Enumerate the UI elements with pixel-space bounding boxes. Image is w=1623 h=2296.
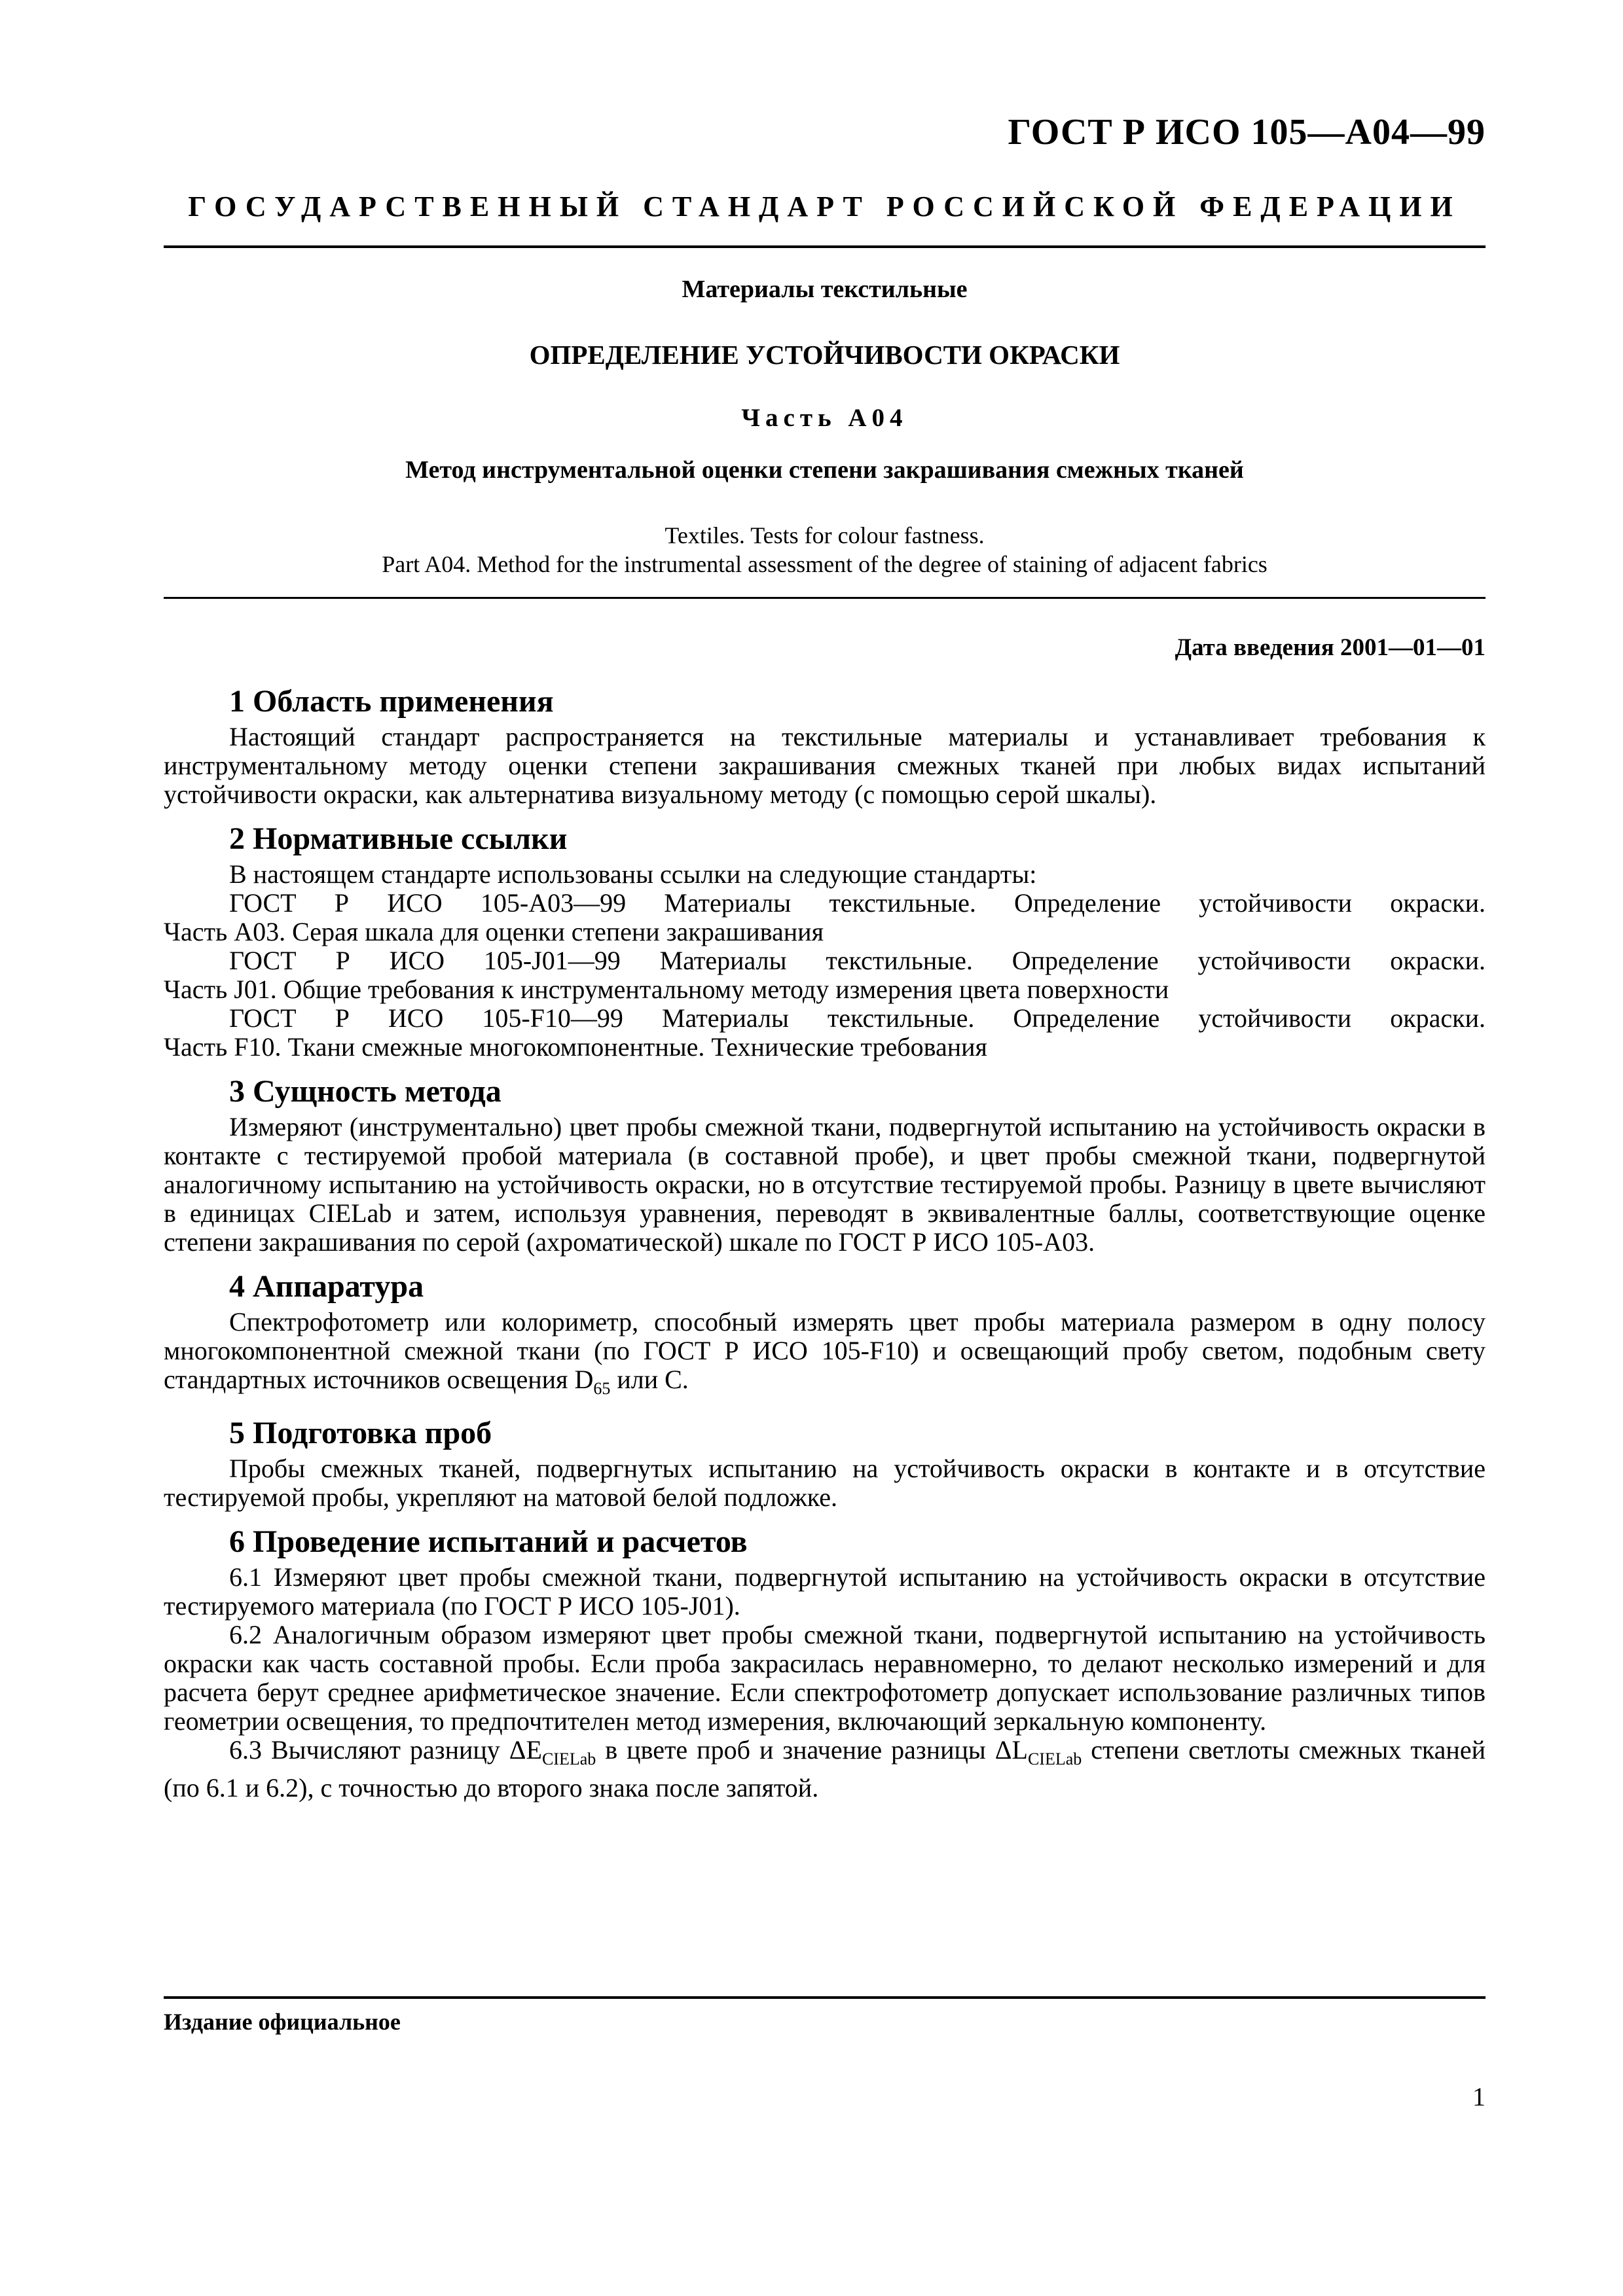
title-rule bbox=[164, 597, 1486, 599]
section-2-intro: В настоящем стандарте использованы ссылки на следующие стандарты: bbox=[229, 859, 1037, 889]
title-english-line1: Textiles. Tests for colour fastness. bbox=[665, 522, 985, 548]
title-english bbox=[164, 521, 1486, 579]
title-method: Метод инструментальной оценки степени закрашивания смежных тканей bbox=[405, 456, 1244, 484]
delta-e-subscript: CIELab bbox=[541, 1749, 596, 1768]
section-3-title: 3 Сущность метода bbox=[229, 1074, 501, 1109]
reference-1-line2: Часть А03. Серая шкала для оценки степени закрашивания bbox=[164, 917, 824, 946]
gost-code: ГОСТ Р ИСО 105—А04—99 bbox=[1008, 112, 1486, 152]
header-rule bbox=[164, 245, 1486, 248]
clause-6-3 bbox=[164, 1736, 1486, 1803]
introduction-date: Дата введения 2001—01—01 bbox=[1175, 634, 1486, 661]
reference-2-line1: ГОСТ Р ИСО 105-J01—99 Материалы текстильные. Определение устойчивости окраски. bbox=[229, 946, 1486, 975]
clause-6-3-part-c: степени светлоты смежных тканей (по 6.1 и 6.2), с точностью до второго знака после запятой. bbox=[164, 1735, 1486, 1803]
section-3-text: Измеряют (инструментально) цвет пробы смежной ткани, подвергнутой испытанию на устойчивость окраски в контакте с тестируемой пробой материала (в составной пробе), и цвет пробы смежной ткани, подвергнутой аналогичному испытанию на устойчивость окраски, но в отсутствие тестируемой пробы. Разницу в цвете вычисляют в единицах CIELab и затем, используя уравнения, переводят в эквивалентные баллы, соответствующие оценке степени закрашивания по серой (ахроматической) шкале по ГОСТ Р ИСО 105-А03. bbox=[164, 1112, 1486, 1257]
title-part: Часть А04 bbox=[741, 404, 908, 432]
clause-6-2: 6.2 Аналогичным образом измеряют цвет пробы смежной ткани, подвергнутой испытанию на устойчивость окраски как часть составной пробы. Если проба закрасилась неравномерно, то делают несколько измерений и для расчета берут среднее арифметическое значение. Если спектрофотометр допускает использование различных типов геометрии освещения, то предпочтителен метод измерения, включающий зеркальную компоненту. bbox=[164, 1620, 1486, 1736]
title-main: ОПРЕДЕЛЕНИЕ УСТОЙЧИВОСТИ ОКРАСКИ bbox=[529, 340, 1120, 370]
edition-label: Издание официальное bbox=[164, 2009, 401, 2035]
reference-1-line1: ГОСТ Р ИСО 105-А03—99 Материалы текстильные. Определение устойчивости окраски. bbox=[229, 888, 1486, 918]
section-4-title: 4 Аппаратура bbox=[229, 1269, 424, 1304]
clause-6-1: 6.1 Измеряют цвет пробы смежной ткани, подвергнутой испытанию на устойчивость окраски в отсутствие тестируемого материала (по ГОСТ Р ИСО 105-J01). bbox=[164, 1562, 1486, 1621]
section-4-text bbox=[164, 1308, 1486, 1403]
reference-2-line2: Часть J01. Общие требования к инструментальному методу измерения цвета поверхности bbox=[164, 975, 1169, 1004]
illuminant-subscript: 65 bbox=[593, 1379, 611, 1398]
section-1-text: Настоящий стандарт распространяется на текстильные материалы и устанавливает требования к инструментальному методу оценки степени закрашивания смежных тканей при любых видах испытаний устойчивости окраски, как альтернатива визуальному методу (с помощью серой шкалы). bbox=[164, 722, 1486, 809]
section-6-title: 6 Проведение испытаний и расчетов bbox=[229, 1524, 748, 1559]
section-5-title: 5 Подготовка проб bbox=[229, 1416, 492, 1450]
page-number: 1 bbox=[1472, 2082, 1486, 2111]
clause-6-3-part-b: в цвете проб и значение разницы ΔL bbox=[596, 1735, 1028, 1765]
section-1-title: 1 Область применения bbox=[229, 684, 554, 719]
section-5-text: Пробы смежных тканей, подвергнутых испытанию на устойчивость окраски в контакте и в отсутствие тестируемой пробы, укрепляют на матовой белой подложке. bbox=[164, 1454, 1486, 1512]
footer-rule bbox=[164, 1996, 1486, 1999]
reference-3-line1: ГОСТ Р ИСО 105-F10—99 Материалы текстильные. Определение устойчивости окраски. bbox=[229, 1003, 1486, 1033]
state-standard-heading: ГОСУДАРСТВЕННЫЙ СТАНДАРТ РОССИЙСКОЙ ФЕДЕРАЦИИ bbox=[188, 190, 1461, 223]
title-english-line2: Part A04. Method for the instrumental assessment of the degree of staining of adjacent fabrics bbox=[382, 551, 1267, 577]
delta-l-subscript: CIELab bbox=[1027, 1749, 1082, 1768]
section-4-text-main: Спектрофотометр или колориметр, способный измерять цвет пробы материала размером в одну полосу многокомпонентной смежной ткани (по ГОСТ Р ИСО 105-F10) и освещающий пробу светом, подобным свету стандартных источников освещения D bbox=[164, 1307, 1486, 1394]
reference-3-line2: Часть F10. Ткани смежные многокомпонентные. Технические требования bbox=[164, 1032, 987, 1062]
section-4-text-end: или С. bbox=[610, 1365, 689, 1394]
title-materials: Материалы текстильные bbox=[682, 276, 968, 303]
section-2-title: 2 Нормативные ссылки bbox=[229, 821, 568, 856]
document-body bbox=[164, 684, 1486, 1803]
clause-6-3-part-a: 6.3 Вычисляют разницу ΔE bbox=[229, 1735, 542, 1765]
